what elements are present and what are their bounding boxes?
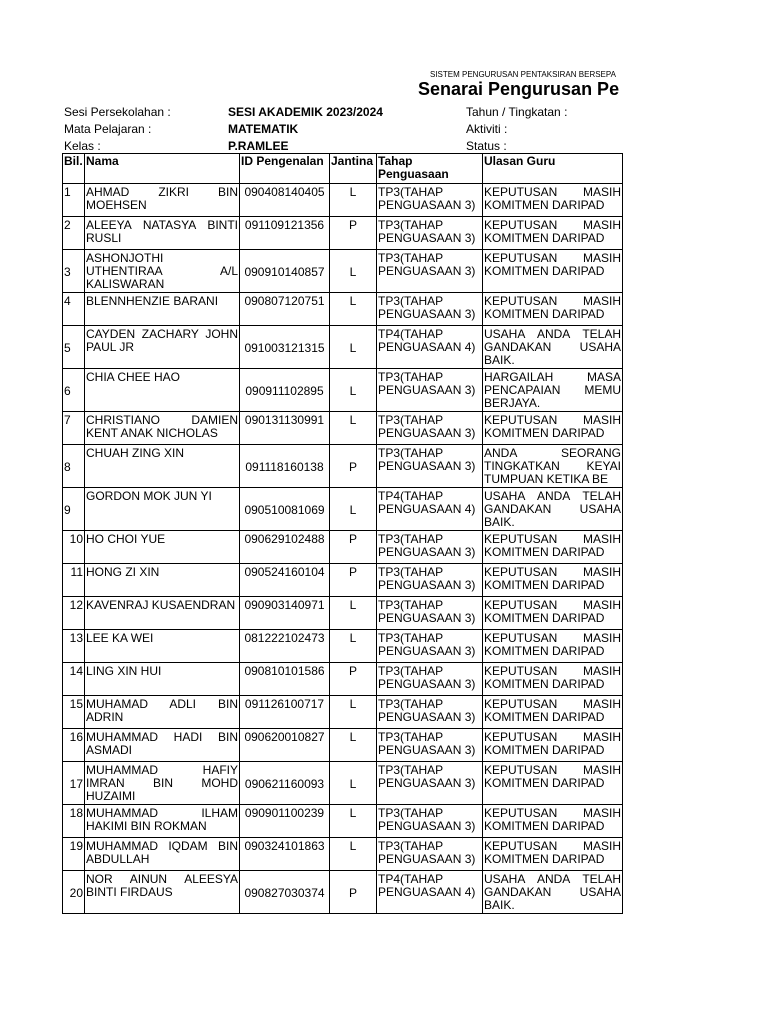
system-title: SISTEM PENGURUSAN PENTAKSIRAN BERSEPA	[430, 70, 616, 79]
row-ulasan-guru: KEPUTUSAN MASIH KOMITMEN DARIPAD	[483, 217, 623, 250]
table-row	[63, 630, 623, 663]
row-ulasan-guru: KEPUTUSAN MASIH KOMITMEN DARIPAD	[483, 762, 623, 805]
row-id-pengenalan: 090901100239	[240, 805, 330, 838]
row-nama: ALEEYA NATASYA BINTI RUSLI	[85, 217, 240, 250]
row-bil: 9	[63, 488, 85, 531]
row-ulasan-guru: KEPUTUSAN MASIH KOMITMEN DARIPAD	[483, 805, 623, 838]
row-nama: HONG ZI XIN	[85, 564, 240, 597]
table-row	[63, 871, 623, 914]
row-bil: 3	[63, 250, 85, 293]
page-title: Senarai Pengurusan Pe	[418, 79, 620, 99]
row-id-pengenalan: 090629102488	[240, 531, 330, 564]
row-jantina: L	[330, 293, 377, 326]
row-ulasan-guru: KEPUTUSAN MASIH KOMITMEN DARIPAD	[483, 531, 623, 564]
table-row	[63, 663, 623, 696]
row-bil: 17	[63, 762, 85, 805]
row-nama: MUHAMAD ADLI BIN ADRIN	[85, 696, 240, 729]
row-id-pengenalan: 090621160093	[240, 762, 330, 805]
row-id-pengenalan: 090324101863	[240, 838, 330, 871]
row-jantina: L	[330, 184, 377, 217]
row-jantina: L	[330, 696, 377, 729]
row-ulasan-guru: HARGAILAH MASA PENCAPAIAN MEMU BERJAYA.	[484, 370, 621, 410]
row-bil: 11	[63, 564, 85, 597]
row-tahap-penguasaan: TP3(TAHAP PENGUASAAN 3)	[377, 369, 483, 412]
row-nama: MUHAMMAD HAFIY IMRAN BIN MOHD HUZAIMI	[86, 763, 238, 803]
row-bil: 20	[63, 871, 85, 914]
row-bil: 1	[63, 184, 85, 217]
table-row	[63, 729, 623, 762]
row-nama: GORDON MOK JUN YI	[85, 488, 240, 531]
row-bil: 7	[63, 412, 85, 445]
table-row	[63, 369, 623, 412]
row-id-pengenalan: 090911102895	[240, 369, 330, 412]
row-tahap-penguasaan: TP3(TAHAP PENGUASAAN 3)	[377, 630, 483, 663]
row-ulasan-guru: KEPUTUSAN MASIH KOMITMEN DARIPAD	[483, 597, 623, 630]
row-tahap-penguasaan: TP3(TAHAP PENGUASAAN 3)	[377, 729, 483, 762]
row-tahap-penguasaan: TP3(TAHAP PENGUASAAN 3)	[377, 805, 483, 838]
row-jantina: L	[330, 630, 377, 663]
row-bil: 10	[63, 531, 85, 564]
sesi-label: Sesi Persekolahan :	[64, 105, 171, 119]
row-tahap-penguasaan: TP3(TAHAP PENGUASAAN 3)	[377, 762, 483, 805]
row-ulasan-guru: ANDA SEORANG TINGKATKAN KEYAI TUMPUAN KETIKA BE	[484, 446, 621, 486]
row-nama: BLENNHENZIE BARANI	[85, 293, 240, 326]
header-nama: Nama	[85, 154, 240, 184]
row-jantina: L	[330, 412, 377, 445]
mata-pelajaran-value: MATEMATIK	[228, 122, 299, 136]
row-tahap-penguasaan: TP3(TAHAP PENGUASAAN 3)	[377, 445, 483, 488]
table-row	[63, 412, 623, 445]
row-id-pengenalan: 090620010827	[240, 729, 330, 762]
row-id-pengenalan: 090827030374	[240, 871, 330, 914]
row-ulasan-guru: KEPUTUSAN MASIH KOMITMEN DARIPAD	[483, 184, 623, 217]
student-table	[62, 153, 623, 914]
row-tahap-penguasaan: TP3(TAHAP PENGUASAAN 3)	[377, 531, 483, 564]
row-nama: LEE KA WEI	[85, 630, 240, 663]
row-id-pengenalan: 090910140857	[240, 250, 330, 293]
table-row	[63, 250, 623, 293]
row-jantina: P	[330, 564, 377, 597]
mata-pelajaran-label: Mata Pelajaran :	[64, 122, 152, 136]
kelas-label: Kelas :	[64, 139, 101, 153]
table-row	[63, 445, 623, 488]
row-jantina: L	[330, 488, 377, 531]
row-jantina: P	[330, 217, 377, 250]
table-row	[63, 696, 623, 729]
table-row	[63, 326, 623, 369]
row-jantina: L	[330, 805, 377, 838]
row-nama: CHIA CHEE HAO	[85, 369, 240, 412]
table-row	[63, 762, 623, 805]
row-jantina: L	[330, 250, 377, 293]
header-bil: Bil.	[63, 154, 85, 184]
row-bil: 18	[63, 805, 85, 838]
row-ulasan-guru: KEPUTUSAN MASIH KOMITMEN DARIPAD	[483, 663, 623, 696]
row-id-pengenalan: 090510081069	[240, 488, 330, 531]
table-row	[63, 184, 623, 217]
row-id-pengenalan: 090807120751	[240, 293, 330, 326]
row-ulasan-guru: USAHA ANDA TELAH GANDAKAN USAHA BAIK.	[484, 489, 621, 529]
aktiviti-label: Aktiviti :	[466, 122, 508, 136]
row-bil: 8	[63, 445, 85, 488]
row-jantina: L	[330, 369, 377, 412]
row-tahap-penguasaan: TP4(TAHAP PENGUASAAN 4)	[377, 326, 483, 369]
row-ulasan-guru: KEPUTUSAN MASIH KOMITMEN DARIPAD	[483, 293, 623, 326]
row-nama: ASHONJOTHI UTHENTIRAA A/L KALISWARAN	[86, 251, 238, 291]
row-id-pengenalan: 090131130991	[240, 412, 330, 445]
row-jantina: P	[330, 531, 377, 564]
row-nama: LING XIN HUI	[85, 663, 240, 696]
row-id-pengenalan: 090408140405	[240, 184, 330, 217]
row-bil: 19	[63, 838, 85, 871]
header-jantina: Jantina	[330, 154, 377, 184]
row-tahap-penguasaan: TP3(TAHAP PENGUASAAN 3)	[377, 412, 483, 445]
header-id-pengenalan: ID Pengenalan	[240, 154, 330, 184]
row-ulasan-guru: KEPUTUSAN MASIH KOMITMEN DARIPAD	[483, 696, 623, 729]
table-row	[63, 217, 623, 250]
row-nama: MUHAMMAD HADI BIN ASMADI	[85, 729, 240, 762]
table-row	[63, 597, 623, 630]
header-tahap-penguasaan: Tahap Penguasaan	[377, 154, 483, 184]
row-bil: 4	[63, 293, 85, 326]
row-id-pengenalan: 090903140971	[240, 597, 330, 630]
row-tahap-penguasaan: TP3(TAHAP PENGUASAAN 3)	[377, 184, 483, 217]
row-tahap-penguasaan: TP3(TAHAP PENGUASAAN 3)	[377, 663, 483, 696]
row-jantina: L	[330, 729, 377, 762]
row-jantina: P	[330, 871, 377, 914]
table-row	[63, 488, 623, 531]
row-jantina: P	[330, 663, 377, 696]
row-tahap-penguasaan: TP3(TAHAP PENGUASAAN 3)	[377, 250, 483, 293]
row-tahap-penguasaan: TP4(TAHAP PENGUASAAN 4)	[377, 871, 483, 914]
row-tahap-penguasaan: TP3(TAHAP PENGUASAAN 3)	[377, 217, 483, 250]
row-nama: MUHAMMAD ILHAM HAKIMI BIN ROKMAN	[85, 805, 240, 838]
row-tahap-penguasaan: TP3(TAHAP PENGUASAAN 3)	[377, 838, 483, 871]
row-ulasan-guru: USAHA ANDA TELAH GANDAKAN USAHA BAIK.	[484, 327, 621, 367]
row-ulasan-guru: KEPUTUSAN MASIH KOMITMEN DARIPAD	[483, 729, 623, 762]
row-jantina: L	[330, 838, 377, 871]
row-tahap-penguasaan: TP3(TAHAP PENGUASAAN 3)	[377, 696, 483, 729]
table-row	[63, 564, 623, 597]
row-ulasan-guru: KEPUTUSAN MASIH KOMITMEN DARIPAD	[483, 564, 623, 597]
row-nama: CAYDEN ZACHARY JOHN PAUL JR	[85, 326, 240, 369]
table-row	[63, 838, 623, 871]
tahun-label: Tahun / Tingkatan :	[466, 105, 568, 119]
row-ulasan-guru: KEPUTUSAN MASIH KOMITMEN DARIPAD	[483, 250, 623, 293]
row-nama: KAVENRAJ KUSAENDRAN	[85, 597, 240, 630]
row-ulasan-guru: KEPUTUSAN MASIH KOMITMEN DARIPAD	[483, 838, 623, 871]
row-nama: HO CHOI YUE	[85, 531, 240, 564]
row-tahap-penguasaan: TP3(TAHAP PENGUASAAN 3)	[377, 597, 483, 630]
row-ulasan-guru: KEPUTUSAN MASIH KOMITMEN DARIPAD	[483, 412, 623, 445]
row-bil: 15	[63, 696, 85, 729]
row-bil: 12	[63, 597, 85, 630]
row-bil: 16	[63, 729, 85, 762]
row-id-pengenalan: 091109121356	[240, 217, 330, 250]
row-bil: 13	[63, 630, 85, 663]
row-nama: MUHAMMAD IQDAM BIN ABDULLAH	[85, 838, 240, 871]
row-nama: CHRISTIANO DAMIEN KENT ANAK NICHOLAS	[85, 412, 240, 445]
row-jantina: L	[330, 326, 377, 369]
row-id-pengenalan: 081222102473	[240, 630, 330, 663]
table-row	[63, 531, 623, 564]
row-jantina: L	[330, 762, 377, 805]
row-id-pengenalan: 091118160138	[240, 445, 330, 488]
row-id-pengenalan: 091126100717	[240, 696, 330, 729]
row-nama: AHMAD ZIKRI BIN MOEHSEN	[85, 184, 240, 217]
table-row	[63, 293, 623, 326]
row-bil: 14	[63, 663, 85, 696]
row-nama: CHUAH ZING XIN	[85, 445, 240, 488]
row-jantina: L	[330, 597, 377, 630]
kelas-value: P.RAMLEE	[228, 139, 289, 153]
row-bil: 2	[63, 217, 85, 250]
row-id-pengenalan: 090810101586	[240, 663, 330, 696]
sesi-value: SESI AKADEMIK 2023/2024	[228, 105, 383, 119]
row-bil: 5	[63, 326, 85, 369]
row-tahap-penguasaan: TP4(TAHAP PENGUASAAN 4)	[377, 488, 483, 531]
row-ulasan-guru: USAHA ANDA TELAH GANDAKAN USAHA BAIK.	[484, 872, 621, 912]
row-ulasan-guru: KEPUTUSAN MASIH KOMITMEN DARIPAD	[483, 630, 623, 663]
header-ulasan-guru: Ulasan Guru	[483, 154, 623, 184]
row-id-pengenalan: 090524160104	[240, 564, 330, 597]
row-nama: NOR AINUN ALEESYA BINTI FIRDAUS	[85, 871, 240, 914]
table-header-row	[63, 154, 623, 184]
row-bil: 6	[63, 369, 85, 412]
row-tahap-penguasaan: TP3(TAHAP PENGUASAAN 3)	[377, 293, 483, 326]
status-label: Status :	[466, 139, 507, 153]
row-jantina: P	[330, 445, 377, 488]
row-tahap-penguasaan: TP3(TAHAP PENGUASAAN 3)	[377, 564, 483, 597]
table-row	[63, 805, 623, 838]
row-id-pengenalan: 091003121315	[240, 326, 330, 369]
